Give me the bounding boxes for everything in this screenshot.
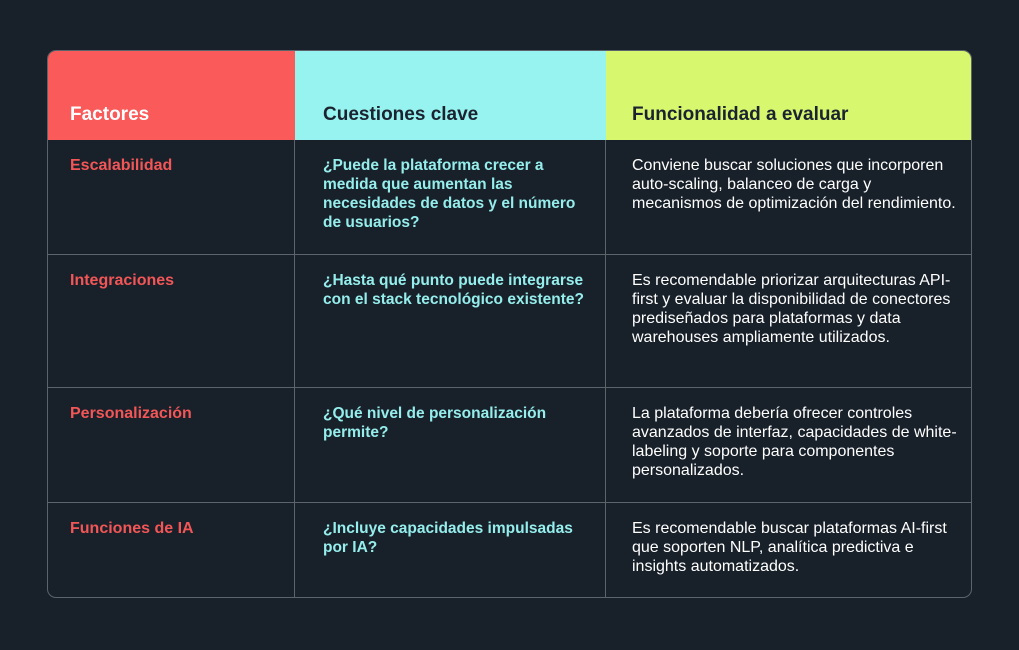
answer-cell: Conviene buscar soluciones que incorporen auto-scaling, balanceo de carga y mecanismos de optimización del rendimiento. (606, 140, 971, 255)
header-funcionalidad: Funcionalidad a evaluar (606, 51, 971, 140)
question-cell: ¿Hasta qué punto puede integrarse con el stack tecnológico existente? (295, 255, 606, 388)
question-cell: ¿Puede la plataforma crecer a medida que aumentan las necesidades de datos y el número de usuarios? (295, 140, 606, 255)
factor-cell: Personalización (48, 388, 295, 503)
comparison-table (47, 50, 972, 598)
factor-cell: Escalabilidad (48, 140, 295, 255)
answer-cell: Es recomendable priorizar arquitecturas API-first y evaluar la disponibilidad de conectores prediseñados para plataformas y data warehouses ampliamente utilizados. (606, 255, 971, 388)
answer-cell: La plataforma debería ofrecer controles avanzados de interfaz, capacidades de white-labeling y soporte para componentes personalizados. (606, 388, 971, 503)
factor-cell: Funciones de IA (48, 503, 295, 597)
answer-cell: Es recomendable buscar plataformas AI-first que soporten NLP, analítica predictiva e insights automatizados. (632, 520, 947, 575)
header-cuestiones-clave: Cuestiones clave (295, 51, 606, 140)
header-factores: Factores (48, 51, 295, 140)
question-cell: ¿Incluye capacidades impulsadas por IA? (295, 503, 606, 597)
factor-cell: Integraciones (48, 255, 295, 388)
question-cell: ¿Qué nivel de personalización permite? (295, 388, 606, 503)
